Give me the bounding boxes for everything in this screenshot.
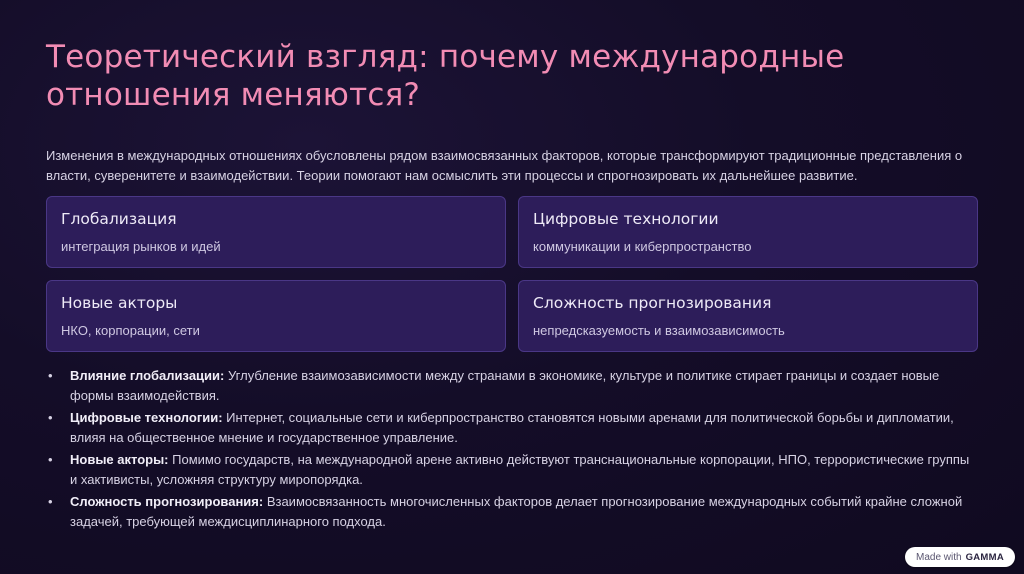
bullet-list [46, 366, 978, 534]
bullet-label: Цифровые технологии: [70, 410, 223, 425]
made-with-gamma-badge[interactable] [905, 547, 1015, 567]
badge-prefix: Made with [915, 551, 962, 563]
list-item [46, 366, 978, 406]
list-item [46, 408, 978, 448]
list-item [46, 492, 978, 532]
list-item [46, 450, 978, 490]
card-subtitle: коммуникации и киберпространство [533, 239, 752, 254]
factor-cards [46, 196, 978, 352]
bullet-label: Сложность прогнозирования: [70, 494, 264, 509]
bullet-icon: • [48, 494, 53, 509]
card-subtitle: интеграция рынков и идей [61, 239, 221, 254]
bullet-icon: • [48, 410, 53, 425]
card-digital-tech [518, 196, 978, 268]
bullet-icon: • [48, 452, 53, 467]
card-globalization [46, 196, 506, 268]
card-new-actors [46, 280, 506, 352]
card-forecast-complexity [518, 280, 978, 352]
bullet-text: Углубление взаимозависимости между странами в экономике, культуре и политике стирает границы и создает новые формы взаимодействия. [70, 368, 940, 403]
bullet-label: Новые акторы: [70, 452, 169, 467]
intro-paragraph: Изменения в международных отношениях обусловлены рядом взаимосвязанных факторов, которые трансформируют традиционные представления о власти, суверенитете и взаимодействии. Теории помогают нам осмыслить эти процессы и спрогнозировать их дальнейшее развитие. [46, 148, 963, 183]
bullet-text: Интернет, социальные сети и киберпространство становятся новыми аренами для политической борьбы и дипломатии, влияя на общественное мнение и государственное управление. [70, 410, 954, 445]
bullet-label: Влияние глобализации: [70, 368, 225, 383]
gamma-logo: GAMMA [965, 551, 1005, 563]
card-subtitle: НКО, корпорации, сети [61, 323, 200, 338]
card-title: Новые акторы [61, 294, 178, 312]
card-title: Цифровые технологии [533, 210, 719, 228]
bullet-text: Помимо государств, на международной арене активно действуют транснациональные корпорации, НПО, террористические группы и хактивисты, усложняя структуру миропорядка. [70, 452, 970, 487]
slide-title: Теоретический взгляд: почему международные отношения меняются? [46, 39, 845, 113]
card-title: Глобализация [61, 210, 177, 228]
card-subtitle: непредсказуемость и взаимозависимость [533, 323, 785, 338]
bullet-icon: • [48, 368, 53, 383]
card-title: Сложность прогнозирования [533, 294, 772, 312]
bullet-text: Взаимосвязанность многочисленных факторов делает прогнозирование международных событий крайне сложной задачей, требующей междисциплинарного подхода. [70, 494, 963, 529]
